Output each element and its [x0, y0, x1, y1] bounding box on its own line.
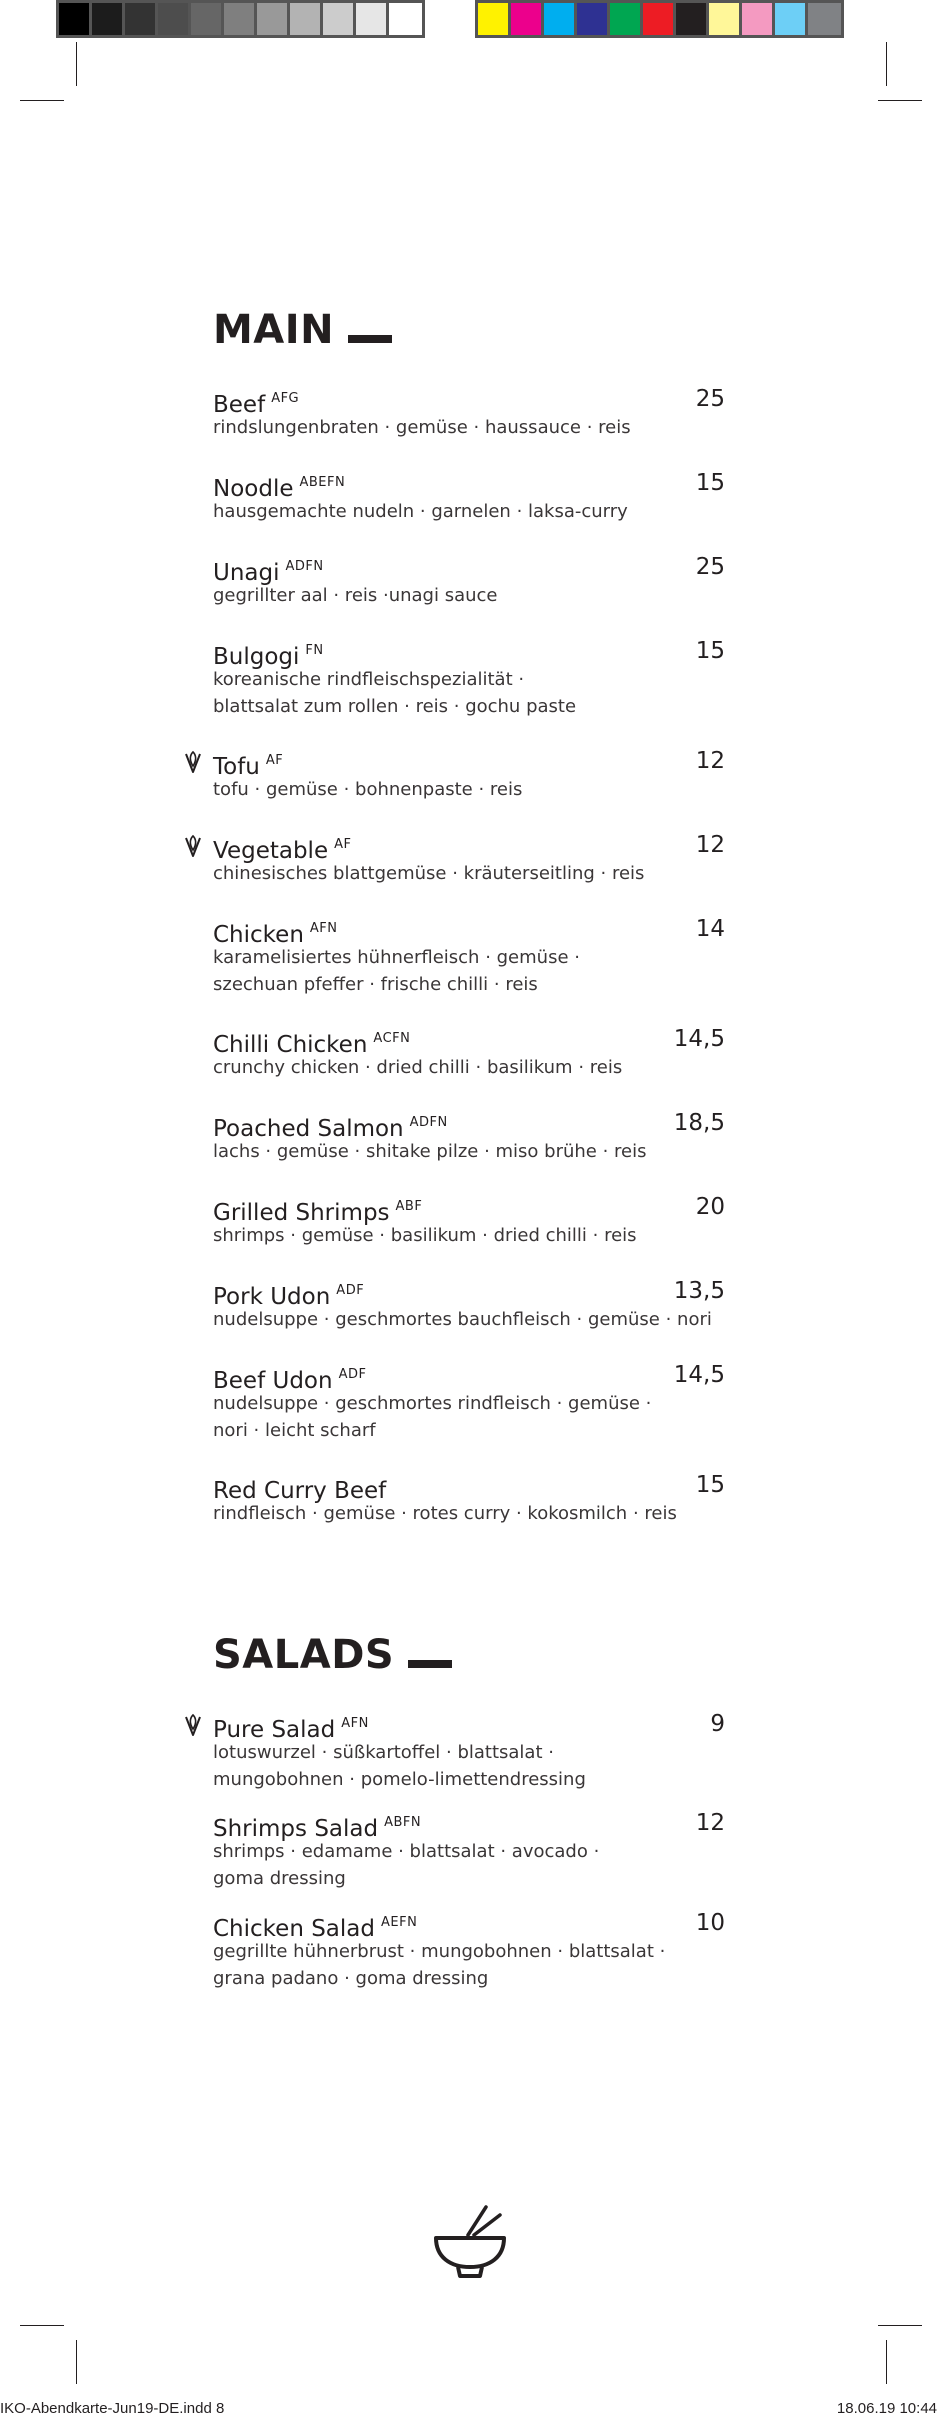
allergen-codes: ADFN — [409, 1115, 448, 1130]
crop-mark — [886, 42, 887, 86]
menu-item-name — [213, 922, 338, 948]
main-section-heading — [213, 307, 725, 353]
menu-item-description: nudelsuppe · geschmortes rindfleisch · gemüse · — [213, 1393, 652, 1414]
menu-item-name — [213, 1916, 417, 1942]
menu-item — [213, 1193, 725, 1249]
dish-name: Beef Udon — [213, 1368, 333, 1394]
allergen-codes: AF — [334, 837, 352, 852]
calibration-swatch — [389, 3, 422, 35]
menu-item-description: chinesisches blattgemüse · kräuterseitling · reis — [213, 863, 645, 884]
calibration-swatch — [511, 3, 544, 35]
allergen-codes: AFN — [341, 1716, 369, 1731]
menu-item-price: 12 — [695, 1810, 725, 1836]
dish-name: Shrimps Salad — [213, 1816, 379, 1842]
dish-name: Unagi — [213, 560, 280, 586]
dish-name: Beef — [213, 392, 266, 418]
menu-item — [213, 553, 725, 609]
menu-item-price: 25 — [695, 386, 725, 412]
salads-section-heading — [213, 1632, 725, 1678]
crop-mark — [20, 2325, 64, 2326]
allergen-codes: AF — [265, 753, 284, 768]
allergen-codes: ADF — [338, 1367, 367, 1382]
menu-item-description: shrimps · edamame · blattsalat · avocado · — [213, 1841, 600, 1862]
menu-item — [213, 1361, 725, 1444]
calibration-swatch — [742, 3, 775, 35]
menu-item-name — [213, 560, 324, 586]
menu-item — [213, 1025, 725, 1081]
file-slug: IKO-Abendkarte-Jun19-DE.indd 8 — [0, 2400, 225, 2417]
menu-item-header — [213, 1193, 725, 1226]
crop-mark — [76, 2340, 77, 2384]
menu-item-header — [213, 1361, 725, 1394]
dish-name: Noodle — [213, 476, 294, 502]
calibration-swatch — [709, 3, 742, 35]
menu-item-description: koreanische rindfleischspezialität · — [213, 669, 525, 690]
menu-item-name — [213, 1284, 364, 1310]
menu-item-price: 20 — [695, 1194, 725, 1220]
allergen-codes: FN — [305, 643, 324, 658]
dish-name: Pure Salad — [213, 1717, 336, 1743]
allergen-codes: AEFN — [381, 1915, 418, 1930]
menu-item-name — [213, 754, 283, 780]
menu-item-price: 15 — [695, 470, 725, 496]
calibration-swatch — [92, 3, 125, 35]
main-section-title: MAIN — [213, 307, 335, 353]
dish-name: Pork Udon — [213, 1284, 331, 1310]
menu-item-description: goma dressing — [213, 1868, 346, 1889]
menu-item-header — [213, 1277, 725, 1310]
allergen-codes: ADFN — [285, 559, 324, 574]
calibration-swatch — [544, 3, 577, 35]
menu-item — [213, 1109, 725, 1165]
menu-item-name — [213, 392, 299, 418]
menu-item-price: 9 — [710, 1711, 725, 1737]
menu-item-description: karamelisiertes hühnerfleisch · gemüse · — [213, 947, 580, 968]
menu-item-description: tofu · gemüse · bohnenpaste · reis — [213, 779, 523, 800]
crop-mark — [878, 100, 922, 101]
calibration-swatch — [290, 3, 323, 35]
dish-name: Chilli Chicken — [213, 1032, 368, 1058]
menu-item-header — [213, 1109, 725, 1142]
calibration-swatch — [610, 3, 643, 35]
menu-item-description: grana padano · goma dressing — [213, 1968, 489, 1989]
calibration-swatch — [191, 3, 224, 35]
menu-item — [213, 1471, 725, 1527]
menu-item — [213, 831, 725, 887]
dish-name: Bulgogi — [213, 644, 300, 670]
menu-item-name — [213, 1368, 366, 1394]
menu-item-price: 13,5 — [673, 1278, 725, 1304]
menu-item-header — [213, 915, 725, 948]
menu-item-price: 14 — [695, 916, 725, 942]
menu-item — [213, 1809, 725, 1892]
calibration-swatch — [676, 3, 709, 35]
menu-item-description: lotuswurzel · süßkartoffel · blattsalat · — [213, 1742, 554, 1763]
menu-item-header — [213, 469, 725, 502]
calibration-swatch — [775, 3, 808, 35]
menu-item-name — [213, 1717, 369, 1743]
dish-name: Chicken — [213, 922, 304, 948]
menu-item-name — [213, 644, 324, 670]
dish-name: Red Curry Beef — [213, 1478, 387, 1504]
menu-item-description: crunchy chicken · dried chilli · basilikum · reis — [213, 1057, 623, 1078]
menu-item-header — [213, 637, 725, 670]
menu-item — [213, 915, 725, 998]
allergen-codes: ABEFN — [299, 475, 346, 490]
menu-item-price: 12 — [695, 748, 725, 774]
menu-item — [213, 1277, 725, 1333]
calibration-swatch — [577, 3, 610, 35]
heading-underscore — [408, 1660, 452, 1668]
allergen-codes: ACFN — [373, 1031, 411, 1046]
allergen-codes: ADF — [336, 1283, 365, 1298]
menu-item — [213, 747, 725, 803]
crop-mark — [878, 2325, 922, 2326]
menu-item — [213, 637, 725, 720]
calibration-swatch — [125, 3, 158, 35]
bowl-with-chopsticks-icon — [430, 2205, 510, 2281]
crop-mark — [886, 2340, 887, 2384]
calibration-swatch — [808, 3, 841, 35]
menu-item-header — [213, 1909, 725, 1942]
menu-item — [213, 1909, 725, 1992]
menu-item-price: 12 — [695, 832, 725, 858]
menu-item-header — [213, 553, 725, 586]
calibration-swatch — [643, 3, 676, 35]
menu-item-name — [213, 838, 351, 864]
menu-item-price: 15 — [695, 1472, 725, 1498]
dish-name: Chicken Salad — [213, 1916, 375, 1942]
menu-item-description: nori · leicht scharf — [213, 1420, 376, 1441]
calibration-swatch — [59, 3, 92, 35]
dish-name: Vegetable — [213, 838, 329, 864]
menu-item-header — [213, 1809, 725, 1842]
menu-item-header — [213, 385, 725, 418]
menu-item-description: rindfleisch · gemüse · rotes curry · kokosmilch · reis — [213, 1503, 677, 1524]
calibration-swatch — [356, 3, 389, 35]
menu-item-price: 25 — [695, 554, 725, 580]
calibration-swatch — [478, 3, 511, 35]
menu-item-name — [213, 1116, 448, 1142]
menu-item-name — [213, 1816, 421, 1842]
menu-item-header — [213, 1471, 725, 1504]
menu-item-name — [213, 1200, 422, 1226]
menu-item-description: hausgemachte nudeln · garnelen · laksa-curry — [213, 501, 628, 522]
menu-item-description: shrimps · gemüse · basilikum · dried chilli · reis — [213, 1225, 637, 1246]
menu-item-price: 18,5 — [673, 1110, 725, 1136]
vegetarian-leaf-icon — [183, 750, 203, 774]
menu-item-name — [213, 1478, 392, 1504]
calibration-swatch — [158, 3, 191, 35]
calibration-swatch — [257, 3, 290, 35]
menu-item-header — [213, 1710, 725, 1743]
menu-item-price: 10 — [695, 1910, 725, 1936]
menu-item-header — [213, 1025, 725, 1058]
menu-item-description: szechuan pfeffer · frische chilli · reis — [213, 974, 538, 995]
menu-item-price: 15 — [695, 638, 725, 664]
menu-item — [213, 1710, 725, 1793]
menu-item-header — [213, 747, 725, 780]
crop-mark — [76, 42, 77, 86]
calibration-swatch — [323, 3, 356, 35]
dish-name: Tofu — [213, 754, 260, 780]
allergen-codes: AFN — [309, 921, 338, 936]
menu-item-header — [213, 831, 725, 864]
allergen-codes: ABFN — [384, 1815, 422, 1830]
main-section — [213, 307, 725, 1524]
crop-mark — [20, 100, 64, 101]
menu-item-description: nudelsuppe · geschmortes bauchfleisch · gemüse · nori — [213, 1309, 712, 1330]
heading-underscore — [348, 335, 392, 343]
allergen-codes: AFG — [271, 391, 300, 406]
date-slug: 18.06.19 10:44 — [836, 2400, 937, 2417]
menu-item — [213, 469, 725, 525]
dish-name: Grilled Shrimps — [213, 1200, 390, 1226]
menu-item-description: lachs · gemüse · shitake pilze · miso brühe · reis — [213, 1141, 647, 1162]
menu-item-price: 14,5 — [673, 1362, 725, 1388]
allergen-codes: ABF — [395, 1199, 423, 1214]
menu-item-name — [213, 1032, 410, 1058]
menu-item-description: gegrillte hühnerbrust · mungobohnen · blattsalat · — [213, 1941, 666, 1962]
menu-item-name — [213, 476, 345, 502]
grayscale-calibration-bar — [56, 0, 425, 38]
menu-item — [213, 385, 725, 441]
calibration-swatch — [224, 3, 257, 35]
salads-section-title: SALADS — [213, 1632, 395, 1678]
color-calibration-bar — [475, 0, 844, 38]
menu-item-description: blattsalat zum rollen · reis · gochu paste — [213, 696, 577, 717]
dish-name: Poached Salmon — [213, 1116, 404, 1142]
menu-item-price: 14,5 — [673, 1026, 725, 1052]
menu-item-description: mungobohnen · pomelo-limettendressing — [213, 1769, 586, 1790]
menu-item-description: rindslungenbraten · gemüse · haussauce · reis — [213, 417, 631, 438]
menu-item-description: gegrillter aal · reis ·unagi sauce — [213, 585, 498, 606]
vegetarian-leaf-icon — [183, 834, 203, 858]
vegetarian-leaf-icon — [183, 1713, 203, 1737]
salads-section — [213, 1632, 725, 1989]
